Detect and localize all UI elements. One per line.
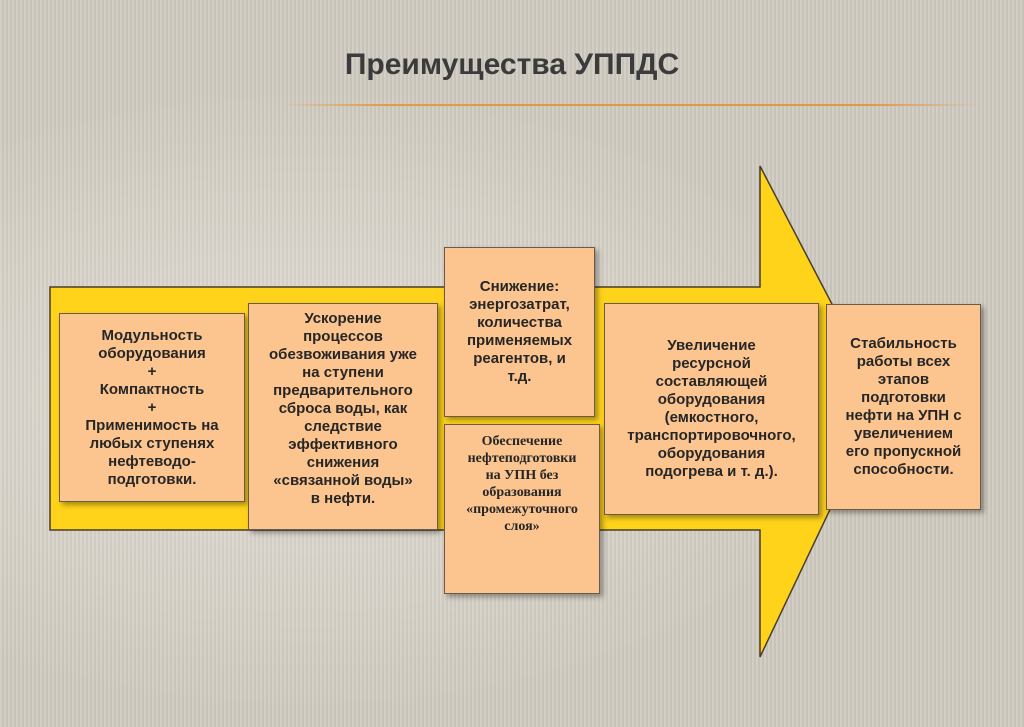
slide-title: Преимущества УППДС [344, 48, 680, 81]
box-acceleration [248, 303, 438, 530]
box-reduction [444, 247, 595, 417]
box-acceleration-text: Ускорение процессов обезвоживания уже на ступени предварительного сброса воды, как следствие эффективного снижения «связанной воды» в нефти. [269, 310, 417, 507]
box-modularity [59, 313, 245, 502]
box-stability-text: Стабильность работы всех этапов подготовки нефти на УПН с увеличением его пропускной способности. [845, 335, 962, 478]
box-increase [604, 303, 819, 515]
box-provision [444, 424, 600, 594]
box-modularity-text: Модульность оборудования + Компактность + Применимость на любых ступенях нефтеводо- подготовки. [85, 326, 219, 488]
box-provision-text: Обеспечение нефтеподготовки на УПН без образования «промежуточного слоя» [466, 434, 578, 534]
box-reduction-text: Снижение: энергозатрат, количества применяемых реагентов, и т.д. [466, 278, 573, 385]
box-stability [826, 304, 981, 510]
box-increase-text: Увеличение ресурсной составляющей оборудования (емкостного, транспортировочного, оборудования подогрева и т. д.). [627, 337, 796, 480]
